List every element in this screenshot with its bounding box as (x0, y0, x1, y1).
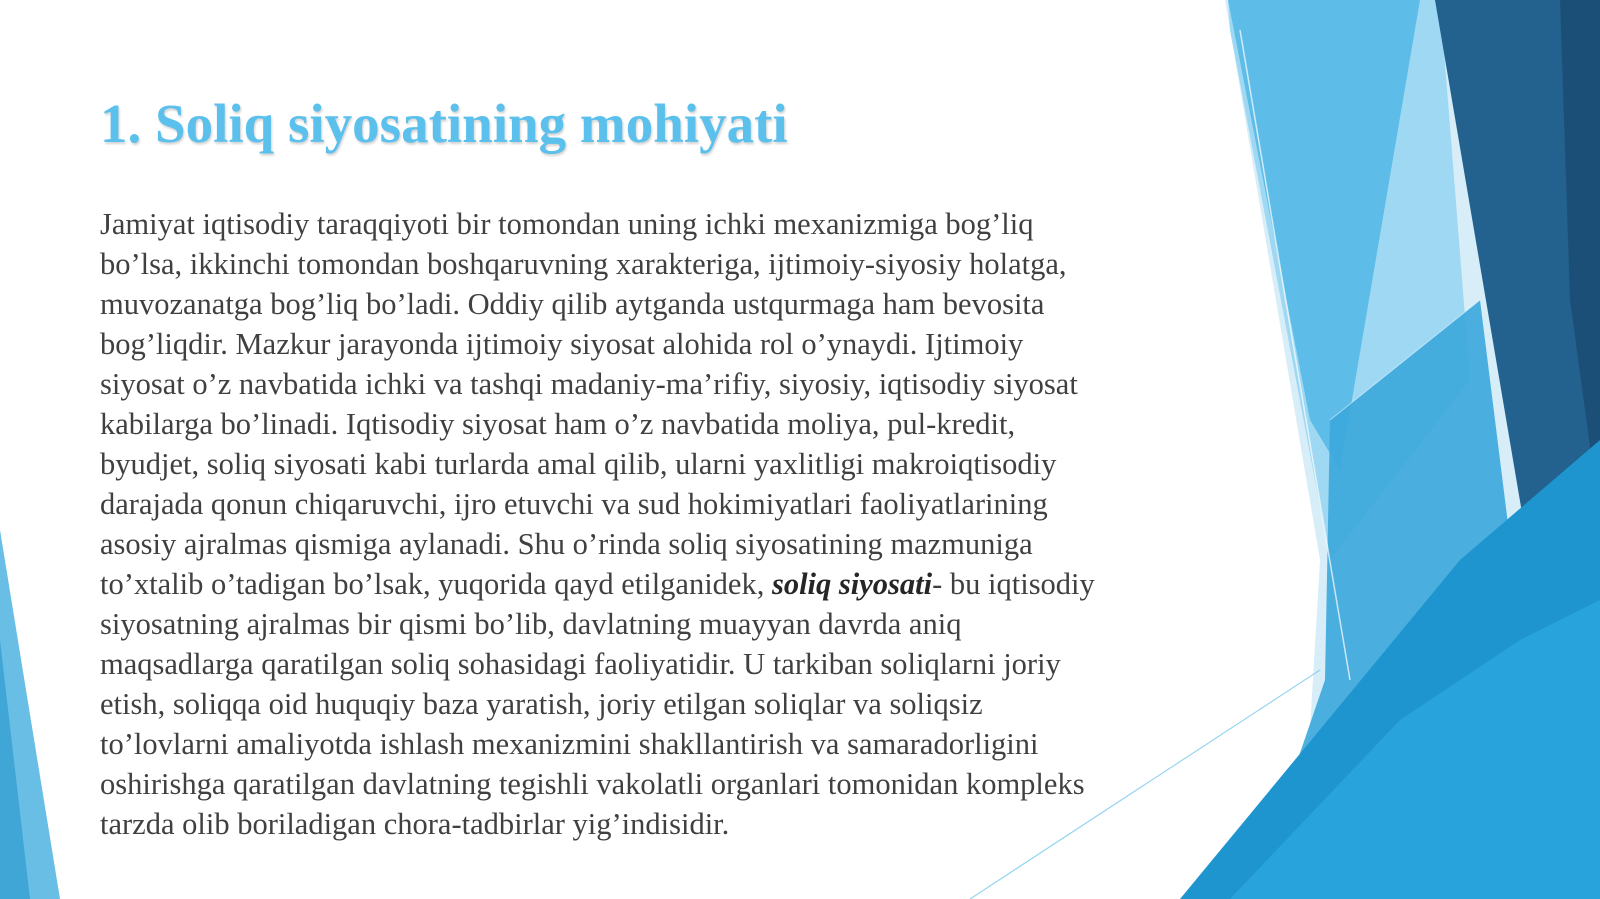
paragraph-line: oshirishga qaratilgan davlatning tegishli vakolatli organlari tomonidan kompleks (100, 767, 1085, 801)
paragraph-line: darajada qonun chiqaruvchi, ijro etuvchi va sud hokimiyatlari faoliyatlarining (100, 487, 1048, 521)
paragraph-line: Jamiyat iqtisodiy taraqqiyoti bir tomondan uning ichki mexanizmiga bog’liq (100, 207, 1034, 241)
paragraph-line: siyosat o’z navbatida ichki va tashqi madaniy-ma’rifiy, siyosiy, iqtisodiy siyosat (100, 367, 1078, 401)
emphasis-before: to’xtalib o’tadigan bo’lsak, yuqorida qayd etilganidek, (100, 567, 772, 601)
paragraph-line: to’lovlarni amaliyotda ishlash mexanizmini shakllantirish va samaradorligini (100, 727, 1039, 761)
paragraph-line: bog’liqdir. Mazkur jarayonda ijtimoiy siyosat alohida rol o’ynaydi. Ijtimoiy (100, 327, 1024, 361)
body-paragraph (100, 204, 1210, 844)
paragraph-line-emphasis (100, 564, 1210, 604)
paragraph-line: muvozanatga bog’liq bo’ladi. Oddiy qilib aytganda ustqurmaga ham bevosita (100, 287, 1045, 321)
paragraph-line: asosiy ajralmas qismiga aylanadi. Shu o’rinda soliq siyosatining mazmuniga (100, 527, 1033, 561)
slide-title: 1. Soliq siyosatining mohiyati (100, 93, 788, 154)
emphasis-after: - bu iqtisodiy (932, 567, 1095, 601)
paragraph-line: etish, soliqqa oid huquqiy baza yaratish, joriy etilgan soliqlar va soliqsiz (100, 687, 983, 721)
paragraph-line: byudjet, soliq siyosati kabi turlarda amal qilib, ularni yaxlitligi makroiqtisodiy (100, 447, 1057, 481)
emphasis-term: soliq siyosati (771, 567, 933, 601)
paragraph-line: maqsadlarga qaratilgan soliq sohasidagi faoliyatidir. U tarkiban soliqlarni joriy (100, 647, 1061, 681)
paragraph-line: siyosatning ajralmas bir qismi bo’lib, davlatning muayyan davrda aniq (100, 607, 962, 641)
paragraph-line: tarzda olib boriladigan chora-tadbirlar yig’indisidir. (100, 807, 730, 841)
paragraph-line: kabilarga bo’linadi. Iqtisodiy siyosat ham o’z navbatida moliya, pul-kredit, (100, 407, 1016, 441)
paragraph-line: bo’lsa, ikkinchi tomondan boshqaruvning xarakteriga, ijtimoiy-siyosiy holatga, (100, 247, 1067, 281)
